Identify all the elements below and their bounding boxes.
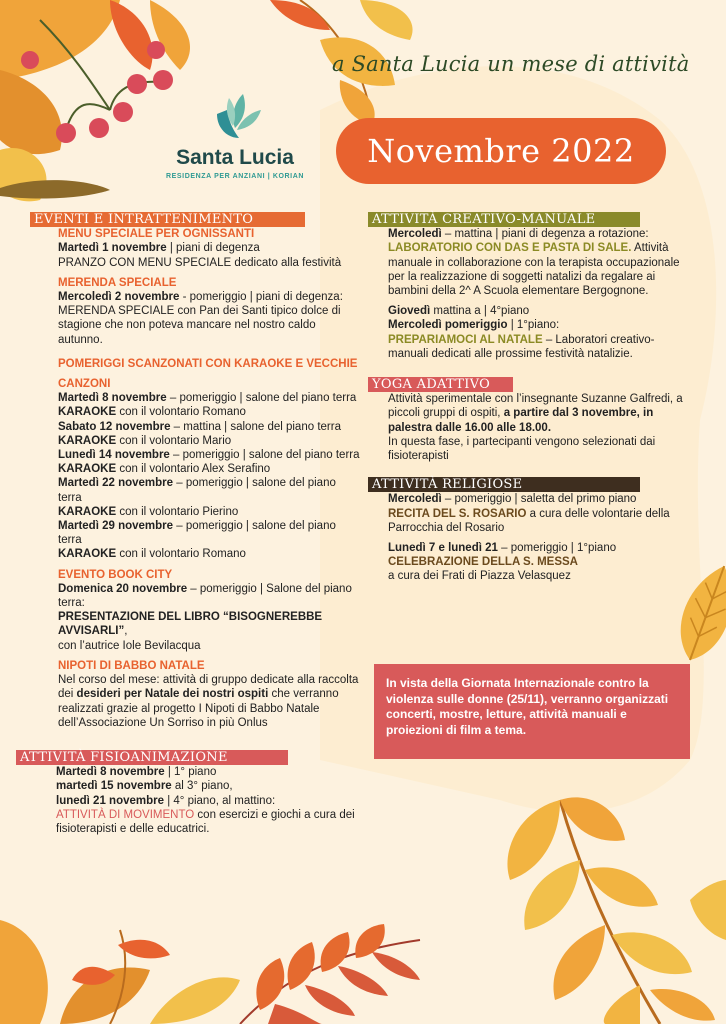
fisio-line-1: Martedì 8 novembre | 1° piano bbox=[56, 766, 217, 779]
callout-box: In vista della Giornata Internazionale contro la violenza sulle donne (25/11), verranno organizzati concerti, mostre, letture, attività manuali e proiezioni di film a tema. bbox=[374, 664, 690, 759]
religiose-day-2: Lunedì 7 e lunedì 21 – pomeriggio | 1°piano bbox=[388, 542, 617, 555]
book-title: EVENTO BOOK CITY bbox=[58, 568, 173, 581]
merenda-title: MERENDA SPECIALE bbox=[58, 276, 177, 289]
book-when: Domenica 20 novembre – pomeriggio | Salone del piano terra: bbox=[58, 582, 352, 610]
karaoke-title-2: CANZONI bbox=[58, 378, 111, 391]
yoga-title: YOGA ADATTIVO bbox=[368, 377, 513, 392]
fisio-activity: ATTIVITÀ DI MOVIMENTO con esercizi e giochi a cura dei fisioterapisti e delle educatrici. bbox=[56, 808, 355, 835]
lotus-logo-icon bbox=[205, 84, 265, 144]
yoga-text-2: In questa fase, i partecipanti vengono selezionati dai fisioterapisti bbox=[388, 435, 656, 463]
karaoke-when: Martedì 22 novembre – pomeriggio | salone del piano terra bbox=[58, 477, 336, 504]
fisio-line-2: martedì 15 novembre al 3° piano, bbox=[56, 780, 233, 793]
karaoke-guest: KARAOKE con il volontario Mario bbox=[58, 434, 232, 447]
religiose-title: ATTIVITÀ RELIGIOSE bbox=[368, 477, 640, 492]
logo-subtitle: RESIDENZA PER ANZIANI | KORIAN bbox=[165, 173, 305, 180]
religiose-messa-desc: a cura dei Frati di Piazza Velasquez bbox=[388, 570, 571, 583]
merenda-when: Mercoledì 2 novembre - pomeriggio | piani di degenza: bbox=[58, 291, 343, 304]
karaoke-list bbox=[58, 391, 360, 561]
creativo-prep: PREPARIAMOCI AL NATALE – Laboratori creativo-manuali dedicati alle prossime festività natalizie. bbox=[388, 333, 655, 360]
religiose-body bbox=[368, 492, 698, 583]
karaoke-when: Martedì 29 novembre – pomeriggio | salone del piano terra bbox=[58, 520, 336, 547]
month-title: Novembre 2022 bbox=[336, 118, 666, 184]
logo bbox=[160, 84, 310, 180]
karaoke-when: Martedì 8 novembre – pomeriggio | salone del piano terra bbox=[58, 392, 357, 405]
right-column bbox=[368, 212, 698, 584]
menu-title: MENU SPECIALE PER OGNISSANTI bbox=[58, 228, 255, 241]
karaoke-guest: KARAOKE con il volontario Alex Serafino bbox=[58, 463, 271, 476]
fisio-body bbox=[16, 765, 360, 836]
creativo-lab: LABORATORIO CON DAS E PASTA DI SALE. Attività manuale in collaborazione con la terapista occupazionale per la realizzazione di soggetti natalizi da regalare ai bambini della 2^ A Scuola elementare Bergognone. bbox=[388, 242, 680, 298]
events-section bbox=[30, 212, 360, 730]
events-body bbox=[30, 227, 360, 730]
tagline: a Santa Lucia un mese di attività bbox=[332, 52, 690, 76]
creativo-body bbox=[368, 227, 698, 361]
yoga-section bbox=[368, 377, 698, 463]
logo-name: Santa Lucia bbox=[176, 146, 294, 169]
book-presentation: PRESENTAZIONE DEL LIBRO “BISOGNEREBBE AVVISARLI”, bbox=[58, 611, 323, 638]
book-author: con l’autrice Iole Bevilacqua bbox=[58, 639, 201, 652]
menu-when: Martedì 1 novembre | piani di degenza bbox=[58, 242, 260, 255]
karaoke-title-1: POMERIGGI SCANZONATI CON KARAOKE E VECCHIE bbox=[58, 357, 358, 370]
creativo-day-3: Mercoledì pomeriggio | 1°piano: bbox=[388, 319, 560, 332]
religiose-section bbox=[368, 477, 698, 583]
creativo-section bbox=[368, 212, 698, 361]
religiose-messa: CELEBRAZIONE DELLA S. MESSA bbox=[388, 556, 578, 569]
left-column bbox=[20, 212, 360, 836]
karaoke-guest: KARAOKE con il volontario Romano bbox=[58, 406, 246, 419]
yoga-body bbox=[368, 392, 698, 463]
nipoti-desc: Nel corso del mese: attività di gruppo dedicate alla raccolta dei desideri per Natale dei nostri ospiti che verranno realizzati grazie al progetto I Nipoti di Babbo Natale dell’Associazione Un Sorriso in più Onlus bbox=[58, 674, 359, 729]
bottom-left-leaves-icon bbox=[0, 920, 240, 1024]
karaoke-guest: KARAOKE con il volontario Pierino bbox=[58, 505, 239, 518]
fisio-line-3: lunedì 21 novembre | 4° piano, al mattino: bbox=[56, 794, 276, 807]
nipoti-title: NIPOTI DI BABBO NATALE bbox=[58, 659, 205, 672]
merenda-desc: MERENDA SPECIALE con Pan dei Santi tipico dolce di stagione che non poteva mancare nel nostro caldo autunno. bbox=[58, 305, 341, 346]
fisio-title: ATTIVITÀ FISIOANIMAZIONE bbox=[16, 750, 288, 765]
religiose-rosario: RECITA DEL S. ROSARIO a cura delle volontarie della Parrocchia del Rosario bbox=[388, 507, 670, 534]
creativo-day-1: Mercoledì – mattina | piani di degenza a rotazione: bbox=[388, 228, 649, 241]
creativo-day-2: Giovedì mattina a | 4°piano bbox=[388, 305, 530, 318]
karaoke-guest: KARAOKE con il volontario Romano bbox=[58, 548, 246, 561]
bottom-right-branch-icon bbox=[507, 797, 726, 1024]
menu-desc: PRANZO CON MENU SPECIALE dedicato alla festività bbox=[58, 256, 342, 269]
yoga-text: Attività sperimentale con l’insegnante Suzanne Galfredi, a piccoli gruppi di ospiti, a partire dal 3 novembre, in palestra dalle 16.00 alle 18.00. bbox=[388, 393, 683, 434]
fisio-section bbox=[16, 750, 360, 836]
karaoke-when: Sabato 12 novembre – mattina | salone del piano terra bbox=[58, 420, 341, 433]
karaoke-when: Lunedì 14 novembre – pomeriggio | salone del piano terra bbox=[58, 449, 360, 462]
events-title: EVENTI E INTRATTENIMENTO bbox=[30, 212, 305, 227]
bottom-center-leaves-icon bbox=[240, 924, 420, 1024]
religiose-day-1: Mercoledì – pomeriggio | saletta del primo piano bbox=[388, 493, 637, 506]
creativo-title: ATTIVITÀ CREATIVO-MANUALE bbox=[368, 212, 640, 227]
